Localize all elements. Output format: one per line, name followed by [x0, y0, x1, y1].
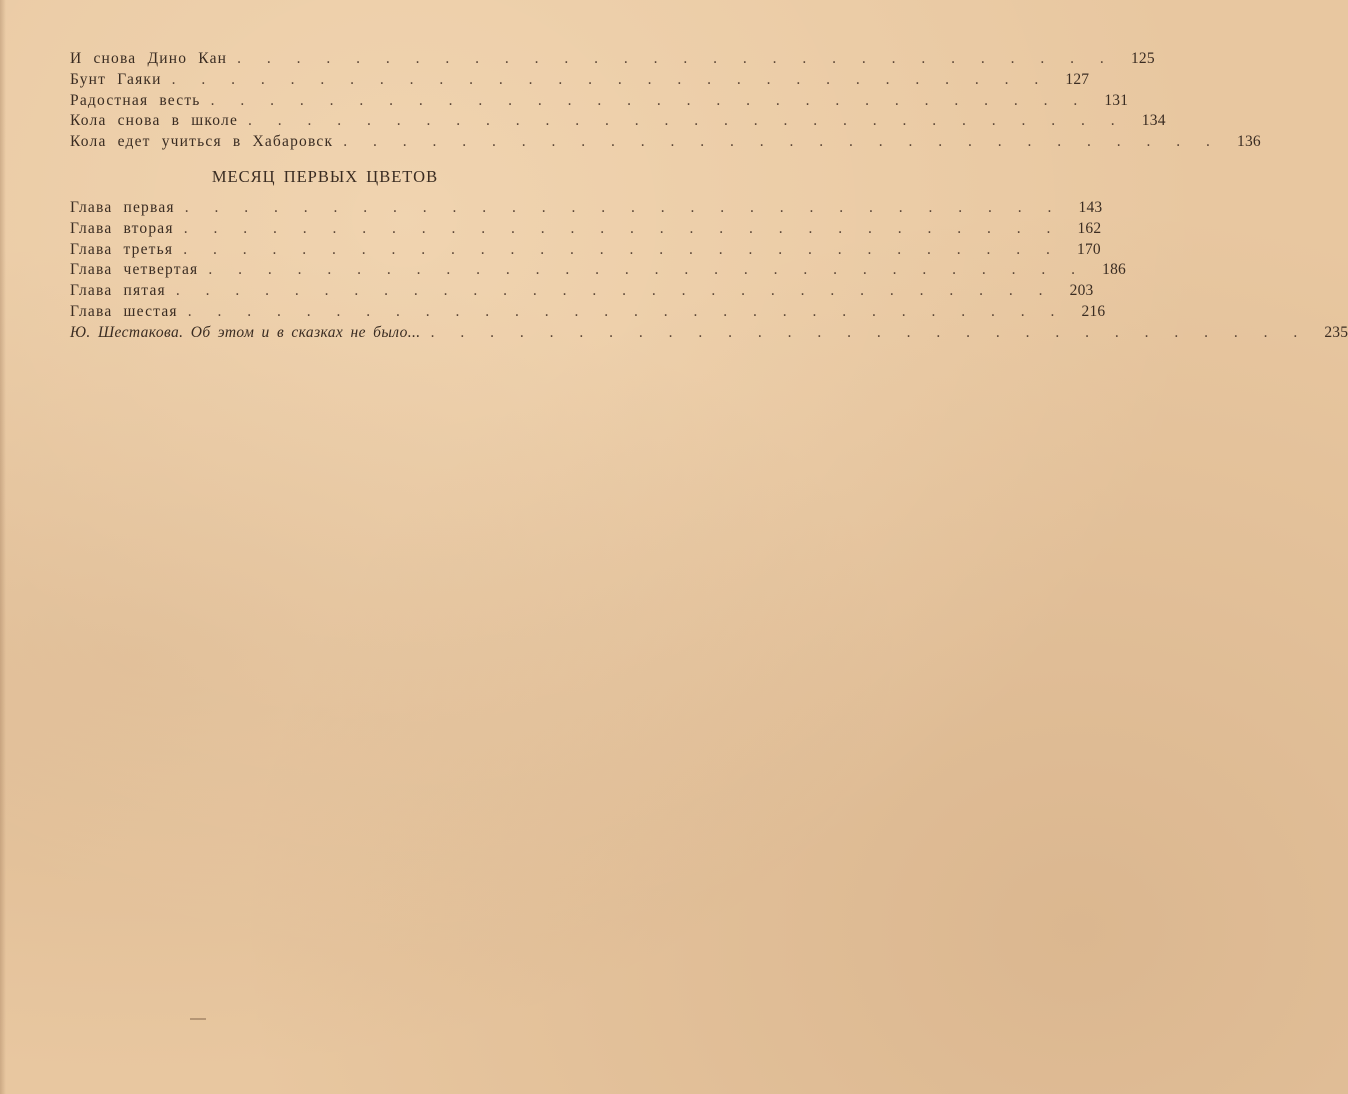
toc-dot-leader: . . . . . . . . . . . . . . . . . . . . . . . . . . . . . . [175, 282, 1054, 300]
print-smudge [190, 1018, 206, 1020]
toc-entry-title: Ю. Шестакова. Об этом и в сказках не было... [70, 323, 421, 341]
toc-entry-title: Кола едет учиться в Хабаровск [70, 133, 334, 151]
toc-entry-page: 136 [1237, 133, 1261, 151]
toc-dot-leader: . . . . . . . . . . . . . . . . . . . . . . . . . . . . . . [184, 198, 1063, 216]
toc-entry-title: Глава четвертая [70, 261, 199, 279]
toc-entry-afterword[interactable] [70, 323, 1348, 344]
toc-entry-title: Глава третья [70, 240, 174, 258]
toc-entry[interactable] [70, 260, 1126, 281]
toc-entry-page: 186 [1102, 261, 1126, 279]
toc-entry[interactable] [70, 219, 1102, 240]
toc-entry-page: 125 [1130, 50, 1155, 67]
toc-dot-leader: . . . . . . . . . . . . . . . . . . . . . . . . . . . . . . [183, 240, 1061, 258]
toc-entry-page: 170 [1077, 240, 1101, 258]
toc-top-group [70, 49, 1261, 153]
toc-dot-leader: . . . . . . . . . . . . . . . . . . . . . . . . . . . . . . [208, 261, 1086, 279]
toc-dot-leader: . . . . . . . . . . . . . . . . . . . . . . . . . . . . . . [343, 133, 1221, 151]
toc-entry[interactable] [70, 240, 1101, 261]
toc-dot-leader: . . . . . . . . . . . . . . . . . . . . . . . . . . . . . . [237, 50, 1115, 67]
toc-dot-leader: . . . . . . . . . . . . . . . . . . . . . . . . . . . . . . [248, 112, 1126, 130]
toc-entry[interactable] [70, 132, 1261, 153]
toc-dot-leader: . . . . . . . . . . . . . . . . . . . . . . . . . . . . . . [187, 302, 1066, 320]
toc-entry[interactable] [70, 198, 1103, 219]
section-heading: МЕСЯЦ ПЕРВЫХ ЦВЕТОВ [211, 166, 439, 186]
toc-entry-title: Бунт Гаяки [70, 70, 162, 88]
toc-entry-title: Радостная весть [70, 91, 201, 109]
toc-dot-leader: . . . . . . . . . . . . . . . . . . . . . . . . . . . . . . [183, 219, 1062, 237]
toc-entry-page: 235 [1324, 323, 1348, 341]
toc-dot-leader: . . . . . . . . . . . . . . . . . . . . . . . . . . . . . . [171, 70, 1050, 88]
toc-entry-page: 127 [1065, 70, 1090, 88]
toc-dot-leader: . . . . . . . . . . . . . . . . . . . . . . . . . . . . . . [210, 91, 1089, 109]
toc-entry-page: 134 [1141, 112, 1166, 130]
toc-entry-title: Кола снова в школе [70, 112, 239, 130]
toc-entry-title: Глава вторая [70, 219, 174, 237]
table-of-contents [70, 49, 1348, 344]
toc-entry-title: И снова Дино Кан [70, 50, 228, 67]
toc-entry[interactable] [70, 111, 1166, 132]
toc-entry-page: 203 [1069, 282, 1094, 300]
toc-entry-page: 131 [1104, 91, 1129, 109]
page-edge-shadow [0, 0, 6, 1094]
toc-entry-title: Глава первая [70, 198, 175, 216]
toc-entry-page: 216 [1081, 302, 1106, 320]
toc-entry-title: Глава пятая [70, 282, 166, 300]
toc-entry[interactable] [70, 281, 1094, 302]
toc-entry-title: Глава шестая [70, 302, 178, 320]
toc-entry[interactable] [70, 70, 1090, 91]
toc-entry[interactable] [70, 49, 1155, 70]
toc-section-group [70, 198, 1348, 344]
toc-entry-page: 143 [1078, 198, 1103, 216]
toc-dot-leader: . . . . . . . . . . . . . . . . . . . . . . . . . . . . . . [430, 323, 1309, 341]
toc-entry[interactable] [70, 302, 1106, 323]
toc-entry[interactable] [70, 91, 1129, 112]
toc-entry-page: 162 [1077, 219, 1102, 237]
